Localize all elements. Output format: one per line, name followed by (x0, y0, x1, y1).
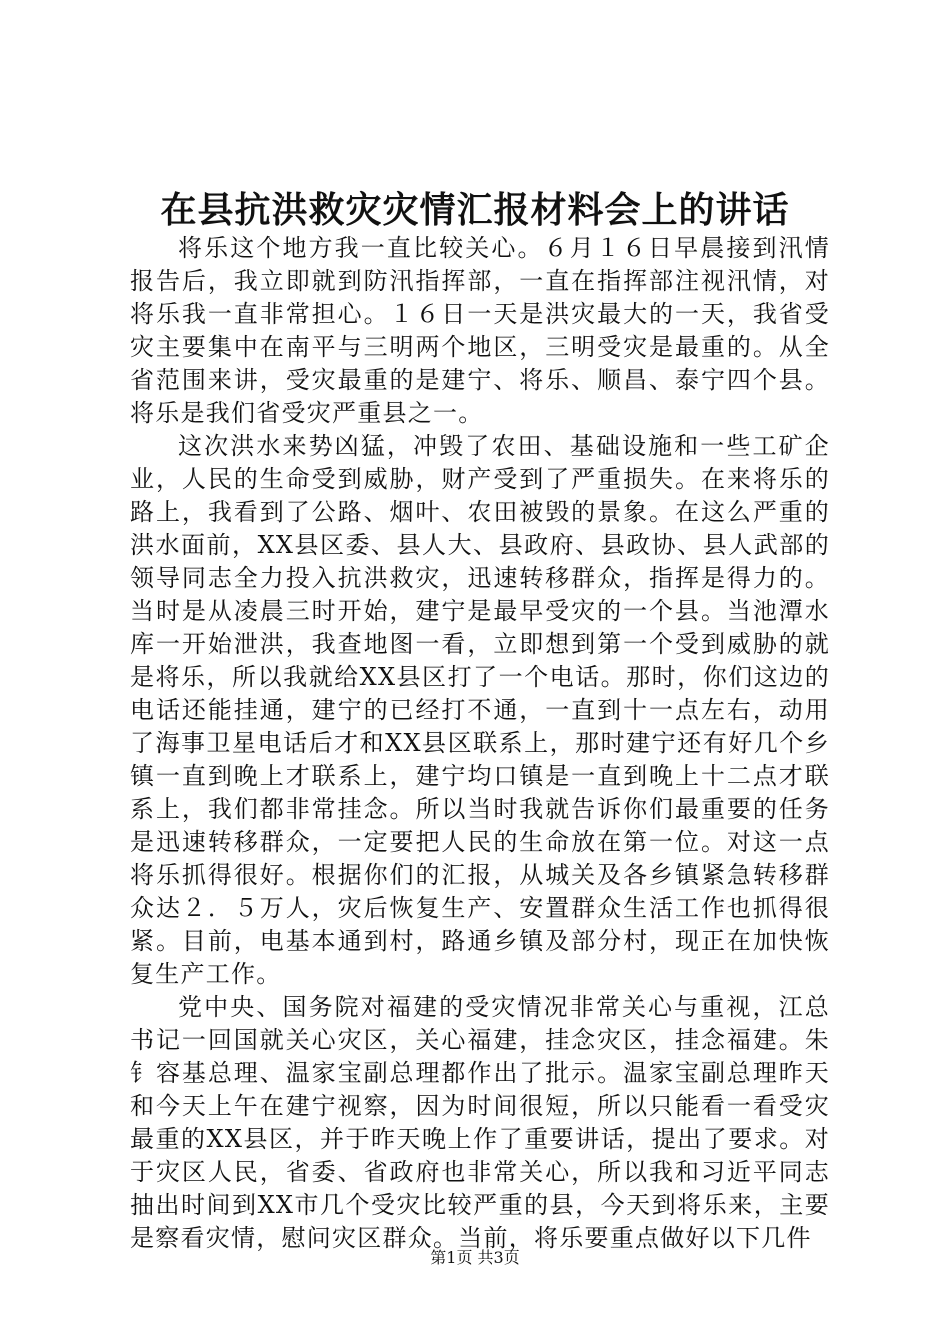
paragraph-3: 党中央、国务院对福建的受灾情况非常关心与重视，江总书记一回国就关心灾区，关心福建，挂念灾区，挂念福建。朱钅容基总理、温家宝副总理都作出了批示。温家宝副总理昨天和今天上午在建宁视察，因为时间很短，所以只能看一看受灾最重的XX县区，并于昨天晚上作了重要讲话，提出了要求。对于灾区人民，省委、省政府也非常关心，所以我和习近平同志抽出时间到XX市几个受灾比较严重的县，今天到将乐来，主要是察看灾情，慰问灾区群众。当前，将乐要重点做好以下几件 (130, 993, 830, 1252)
paragraph-2: 这次洪水来势凶猛，冲毁了农田、基础设施和一些工矿企业，人民的生命受到威胁，财产受到了严重损失。在来将乐的路上，我看到了公路、烟叶、农田被毁的景象。在这么严重的洪水面前，XX县区委、县人大、县政府、县政协、县人武部的领导同志全力投入抗洪救灾，迅速转移群众，指挥是得力的。当时是从凌晨三时开始，建宁是最早受灾的一个县。当池潭水库一开始泄洪，我查地图一看，立即想到第一个受到威胁的就是将乐，所以我就给XX县区打了一个电话。那时，你们这边的电话还能挂通，建宁的已经打不通，一直到十一点左右，动用了海事卫星电话后才和XX县区联系上，那时建宁还有好几个乡镇一直到晚上才联系上，建宁均口镇是一直到晚上十二点才联系上，我们都非常挂念。所以当时我就告诉你们最重要的任务是迅速转移群众，一定要把人民的生命放在第一位。对这一点将乐抓得很好。根据你们的汇报，从城关及各乡镇紧急转移群众达２．５万人，灾后恢复生产、安置群众生活工作也抓得很紧。目前，电基本通到村，路通乡镇及部分村，现正在加快恢复生产工作。 (130, 432, 830, 988)
paragraph-1: 将乐这个地方我一直比较关心。６月１６日早晨接到汛情报告后，我立即就到防汛指挥部，一直在指挥部注视汛情，对将乐我一直非常担心。１６日一天是洪灾最大的一天，我省受灾主要集中在南平与三明两个地区，三明受灾是最重的。从全省范围来讲，受灾最重的是建宁、将乐、顺昌、泰宁四个县。将乐是我们省受灾严重县之一。 (130, 234, 830, 427)
page-number-footer: 第1页 共3页 (430, 1248, 520, 1267)
document-body (130, 232, 830, 1255)
document-title: 在县抗洪救灾灾情汇报材料会上的讲话 (160, 189, 790, 231)
